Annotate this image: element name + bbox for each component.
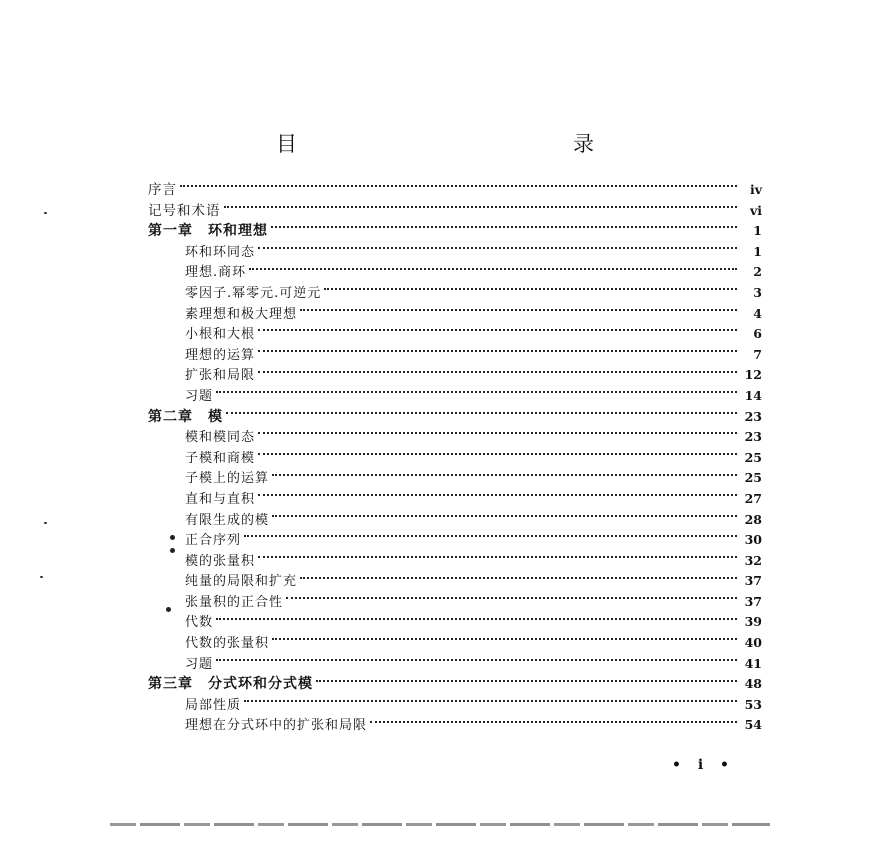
toc-page-number: 25 [744, 449, 762, 465]
toc-page-number: 53 [744, 696, 762, 712]
dot-leader [271, 226, 737, 228]
dot-leader [300, 309, 737, 311]
toc-page-number: 3 [753, 284, 762, 300]
toc-page-number: 28 [744, 511, 762, 527]
toc-entry-row [148, 695, 762, 716]
dot-leader [244, 700, 737, 702]
toc-entry-label: 理想.商环 [185, 265, 247, 281]
toc-page-number: 1 [753, 243, 762, 259]
dot-leader [258, 350, 737, 352]
toc-page-number: 25 [744, 470, 762, 486]
page-title: 目 录 [276, 132, 672, 156]
toc-page-number: 40 [744, 635, 762, 651]
toc-page-number: 14 [744, 387, 762, 403]
toc-page-number: 23 [744, 408, 762, 424]
dot-leader [258, 329, 737, 331]
toc-entry-label: 理想的运算 [185, 347, 256, 363]
toc-entry-label: 代数 [185, 615, 214, 631]
dot-leader [272, 474, 737, 476]
toc-entry-label: 张量积的正合性 [185, 594, 284, 610]
toc-entry-label: 纯量的局限和扩充 [185, 574, 298, 590]
dot-leader [258, 494, 737, 496]
toc-entry-label: 记号和术语 [148, 202, 221, 219]
toc-entry-row [148, 654, 762, 675]
toc-page-number: 7 [753, 346, 762, 362]
dot-leader [258, 453, 737, 455]
toc-entry-label: 代数的张量积 [185, 636, 270, 652]
dot-leader [180, 185, 737, 187]
toc-entry-label: 第三章 分式环和分式模 [148, 676, 313, 693]
toc-page-number: 54 [744, 717, 762, 733]
toc-entry-row [148, 551, 762, 572]
toc-entry-label: 子模上的运算 [185, 471, 270, 487]
toc-page-number: vi [749, 202, 762, 218]
toc-entry-row [148, 180, 762, 201]
dot-leader [316, 680, 737, 682]
toc-page-number: 27 [744, 490, 762, 506]
toc-chapter-row [148, 674, 762, 695]
toc-page-number: 39 [744, 614, 762, 630]
toc-entry-row [148, 448, 762, 469]
dot-leader [370, 721, 737, 723]
toc-page-number: 2 [753, 264, 762, 280]
ink-dot [170, 535, 175, 540]
toc-entry-label: 零因子.幂零元.可逆元 [185, 285, 322, 301]
toc-entry-label: 扩张和局限 [185, 368, 256, 384]
dot-leader [258, 556, 737, 558]
toc-entry-row [148, 489, 762, 510]
toc-entry-row [148, 571, 762, 592]
toc-entry-label: 素理想和极大理想 [185, 306, 298, 322]
toc-entry-row [148, 201, 762, 222]
dot-leader [258, 371, 737, 373]
toc-entry-row [148, 345, 762, 366]
toc-entry-row [148, 242, 762, 263]
toc-entry-label: 环和环同态 [185, 244, 256, 260]
scan-speck [44, 212, 47, 214]
toc-page-number: 48 [744, 676, 762, 692]
toc-entry-row [148, 304, 762, 325]
toc-entry-row [148, 715, 762, 736]
dot-leader [258, 247, 737, 249]
toc-page-number: 30 [744, 532, 762, 548]
toc-entry-label: 序言 [148, 182, 177, 198]
toc-entry-row [148, 365, 762, 386]
scan-edge-line [110, 823, 770, 826]
ink-dot [166, 607, 171, 612]
table-of-contents [148, 180, 762, 736]
toc-page-number: iv [749, 182, 762, 197]
dot-leader [226, 412, 737, 414]
toc-entry-label: 小根和大根 [185, 327, 256, 343]
toc-page-number: 6 [753, 326, 762, 342]
dot-leader [244, 535, 737, 537]
ink-dot [170, 548, 175, 553]
dot-leader [258, 432, 737, 434]
toc-entry-row [148, 386, 762, 407]
dot-leader [249, 268, 737, 270]
toc-page-number: 41 [744, 655, 762, 671]
dot-leader [300, 577, 737, 579]
toc-entry-label: 直和与直积 [185, 491, 256, 507]
toc-entry-row [148, 612, 762, 633]
dot-leader [272, 515, 737, 517]
toc-page-number: 32 [744, 552, 762, 568]
dot-leader [324, 288, 737, 290]
toc-page-number: 37 [744, 593, 762, 609]
toc-entry-row [148, 468, 762, 489]
toc-page-number: 23 [744, 429, 762, 445]
toc-entry-row [148, 633, 762, 654]
toc-entry-label: 第一章 环和理想 [148, 223, 268, 240]
toc-entry-row [148, 427, 762, 448]
toc-entry-row [148, 283, 762, 304]
toc-entry-row [148, 324, 762, 345]
toc-entry-label: 局部性质 [185, 697, 242, 713]
toc-entry-label: 理想在分式环中的扩张和局限 [185, 718, 368, 734]
toc-entry-row [148, 510, 762, 531]
toc-entry-row [148, 530, 762, 551]
dot-leader [286, 597, 737, 599]
toc-entry-row [148, 592, 762, 613]
toc-entry-label: 正合序列 [185, 533, 242, 549]
toc-page-number: 4 [753, 305, 762, 321]
toc-entry-label: 习题 [185, 656, 214, 672]
page-folio: • i • [672, 757, 735, 773]
toc-entry-label: 习题 [185, 388, 214, 404]
dot-leader [272, 638, 737, 640]
toc-entry-label: 子模和商模 [185, 450, 256, 466]
toc-entry-label: 第二章 模 [148, 408, 223, 425]
dot-leader [224, 206, 738, 208]
dot-leader [216, 618, 737, 620]
toc-entry-label: 模和模同态 [185, 430, 256, 446]
toc-entry-row [148, 262, 762, 283]
scan-speck [44, 522, 47, 524]
toc-chapter-row [148, 221, 762, 242]
toc-entry-label: 模的张量积 [185, 553, 256, 569]
toc-page-number: 37 [744, 573, 762, 589]
toc-page-number: 1 [753, 223, 762, 239]
dot-leader [216, 659, 737, 661]
dot-leader [216, 391, 737, 393]
scan-speck [40, 576, 43, 578]
toc-page-number: 12 [744, 367, 762, 383]
toc-entry-label: 有限生成的模 [185, 512, 270, 528]
toc-chapter-row [148, 407, 762, 428]
